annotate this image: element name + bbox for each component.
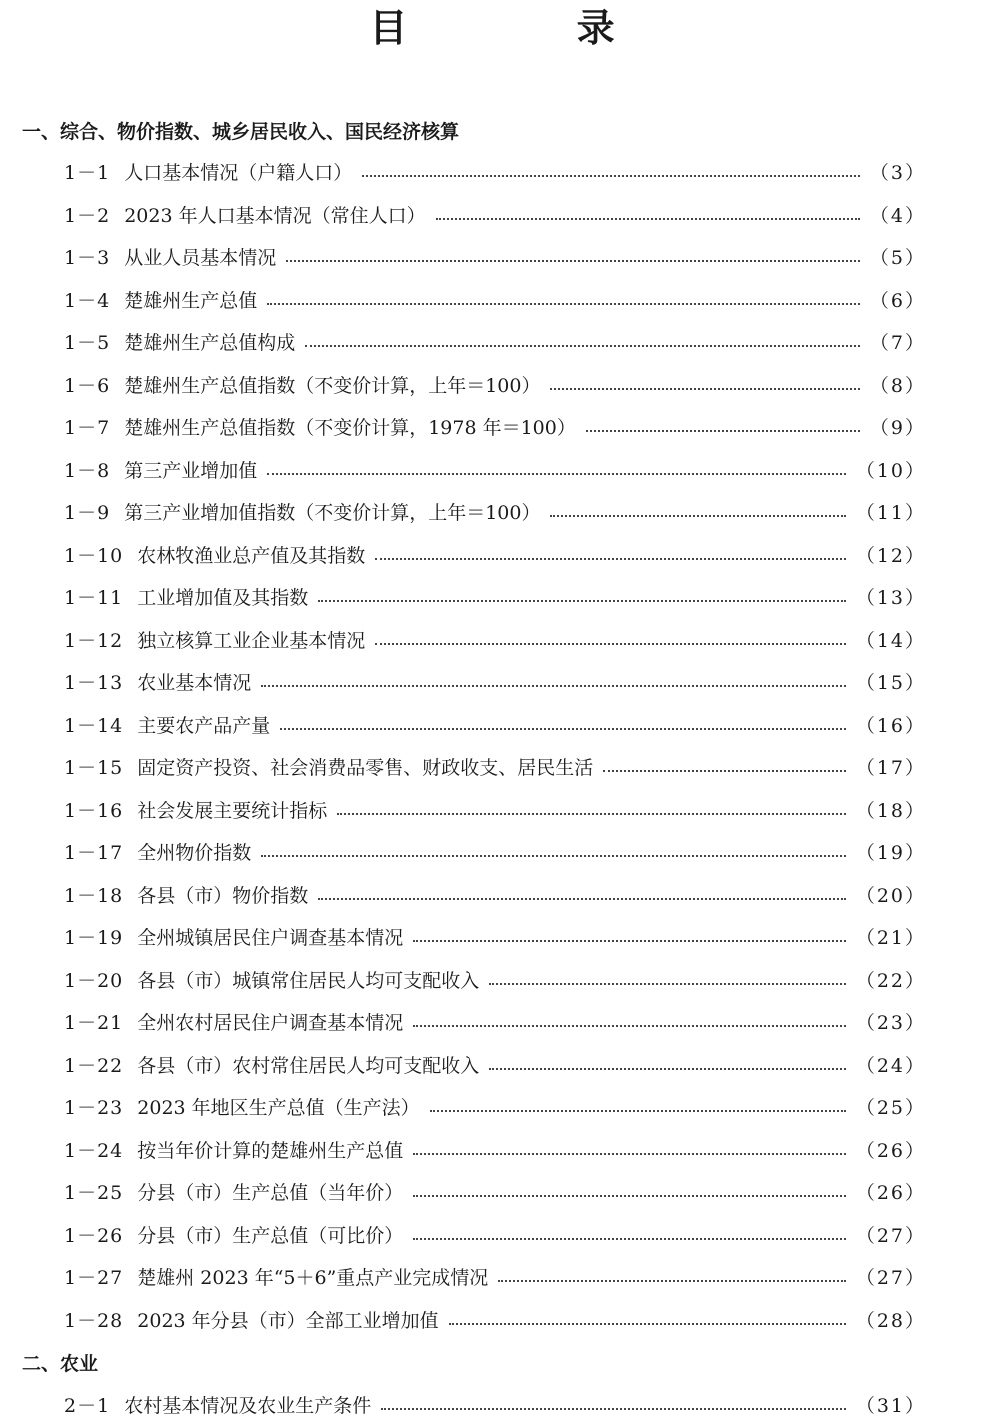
dot-leader [318, 898, 846, 900]
entry-code: 1－8 [64, 460, 111, 482]
entry-page: （26） [855, 1182, 926, 1204]
toc-entry[interactable] [64, 1053, 926, 1079]
entry-code: 1－11 [64, 587, 124, 609]
section-heading-2: 二、农业 [22, 1353, 99, 1375]
entry-title: 独立核算工业企业基本情况 [137, 630, 366, 652]
entry-title: 社会发展主要统计指标 [137, 800, 328, 822]
entry-page: （10） [855, 460, 926, 482]
entry-title: 全州农村居民住户调查基本情况 [137, 1012, 404, 1034]
toc-entry[interactable] [64, 330, 926, 356]
entry-code: 1－21 [64, 1012, 124, 1034]
dot-leader [286, 260, 860, 262]
toc-entry[interactable] [64, 458, 926, 484]
entry-code: 1－18 [64, 885, 124, 907]
entry-code: 1－3 [64, 247, 111, 269]
toc-entry[interactable] [64, 500, 926, 526]
dot-leader [413, 1153, 846, 1155]
entry-page: （26） [855, 1140, 926, 1162]
entry-title: 分县（市）生产总值（可比价） [137, 1225, 404, 1247]
toc-entry[interactable] [64, 713, 926, 739]
entry-title: 农业基本情况 [137, 672, 252, 694]
entry-code: 2－1 [64, 1395, 111, 1417]
entry-code: 1－24 [64, 1140, 124, 1162]
toc-entry[interactable] [64, 968, 926, 994]
entry-page: （14） [855, 630, 926, 652]
entry-title: 按当年价计算的楚雄州生产总值 [137, 1140, 404, 1162]
entry-code: 1－22 [64, 1055, 124, 1077]
entry-code: 1－4 [64, 290, 111, 312]
entry-code: 1－19 [64, 927, 124, 949]
toc-entry[interactable] [64, 245, 926, 271]
entry-page: （4） [869, 205, 926, 227]
entry-page: （7） [869, 332, 926, 354]
entry-code: 1－14 [64, 715, 124, 737]
entry-title: 楚雄州生产总值指数（不变价计算，1978 年＝100） [124, 417, 576, 439]
entry-code: 1－27 [64, 1267, 124, 1289]
dot-leader [267, 473, 846, 475]
dot-leader [375, 643, 846, 645]
entry-code: 1－5 [64, 332, 111, 354]
dot-leader [261, 855, 846, 857]
dot-leader [413, 1195, 846, 1197]
entry-code: 1－17 [64, 842, 124, 864]
dot-leader [337, 813, 846, 815]
dot-leader [586, 430, 860, 432]
dot-leader [603, 770, 846, 772]
entry-page: （24） [855, 1055, 926, 1077]
dot-leader [498, 1280, 846, 1282]
dot-leader [375, 558, 846, 560]
toc-entry[interactable] [64, 1223, 926, 1249]
dot-leader [436, 218, 860, 220]
dot-leader [261, 685, 846, 687]
entry-page: （21） [855, 927, 926, 949]
entry-code: 1－26 [64, 1225, 124, 1247]
entry-page: （13） [855, 587, 926, 609]
entry-title: 各县（市）农村常住居民人均可支配收入 [137, 1055, 480, 1077]
entry-title: 楚雄州生产总值 [124, 290, 258, 312]
entry-page: （6） [869, 290, 926, 312]
entry-code: 1－25 [64, 1182, 124, 1204]
entry-code: 1－28 [64, 1310, 124, 1332]
entry-code: 1－15 [64, 757, 124, 779]
entry-title: 人口基本情况（户籍人口） [124, 162, 353, 184]
dot-leader [362, 175, 860, 177]
entry-title: 农村基本情况及农业生产条件 [124, 1395, 372, 1417]
toc-entry[interactable] [64, 755, 926, 781]
toc-entry[interactable] [64, 1393, 926, 1419]
dot-leader [305, 345, 860, 347]
entry-title: 农林牧渔业总产值及其指数 [137, 545, 366, 567]
entry-title: 固定资产投资、社会消费品零售、财政收支、居民生活 [137, 757, 594, 779]
section-heading-1: 一、综合、物价指数、城乡居民收入、国民经济核算 [22, 121, 460, 143]
entry-title: 楚雄州 2023 年“5＋6”重点产业完成情况 [137, 1267, 489, 1289]
entry-title: 第三产业增加值 [124, 460, 258, 482]
dot-leader [550, 515, 845, 517]
dot-leader [413, 940, 846, 942]
entry-code: 1－12 [64, 630, 124, 652]
toc-entry[interactable] [64, 415, 926, 441]
entry-code: 1－16 [64, 800, 124, 822]
entry-title: 楚雄州生产总值指数（不变价计算，上年＝100） [124, 375, 541, 397]
entry-title: 2023 年人口基本情况（常住人口） [124, 205, 426, 227]
toc-entry[interactable] [64, 628, 926, 654]
toc-entry[interactable] [64, 883, 926, 909]
entry-code: 1－7 [64, 417, 111, 439]
dot-leader [413, 1025, 846, 1027]
dot-leader [318, 600, 846, 602]
entry-title: 第三产业增加值指数（不变价计算，上年＝100） [124, 502, 541, 524]
toc-entry[interactable] [64, 1180, 926, 1206]
dot-leader [449, 1323, 846, 1325]
toc-entry[interactable] [64, 543, 926, 569]
entry-page: （15） [855, 672, 926, 694]
entry-code: 1－13 [64, 672, 124, 694]
entry-page: （19） [855, 842, 926, 864]
entry-page: （18） [855, 800, 926, 822]
entry-code: 1－1 [64, 162, 111, 184]
toc-entry[interactable] [64, 1308, 926, 1334]
dot-leader [489, 983, 846, 985]
entry-code: 1－10 [64, 545, 124, 567]
entry-code: 1－9 [64, 502, 111, 524]
entry-title: 2023 年分县（市）全部工业增加值 [137, 1310, 439, 1332]
entry-page: （31） [855, 1395, 926, 1417]
entry-page: （27） [855, 1225, 926, 1247]
entry-code: 1－20 [64, 970, 124, 992]
toc-entry[interactable] [64, 925, 926, 951]
toc-entry[interactable] [64, 585, 926, 611]
entry-page: （5） [869, 247, 926, 269]
entry-page: （23） [855, 1012, 926, 1034]
dot-leader [430, 1110, 846, 1112]
entry-title: 工业增加值及其指数 [137, 587, 309, 609]
dot-leader [413, 1238, 846, 1240]
entry-code: 1－23 [64, 1097, 124, 1119]
entry-page: （27） [855, 1267, 926, 1289]
toc-entry[interactable] [64, 1265, 926, 1291]
entry-page: （8） [869, 375, 926, 397]
entry-page: （22） [855, 970, 926, 992]
dot-leader [489, 1068, 846, 1070]
dot-leader [381, 1408, 846, 1410]
entry-title: 各县（市）城镇常住居民人均可支配收入 [137, 970, 480, 992]
entry-title: 从业人员基本情况 [124, 247, 277, 269]
toc-entry[interactable] [64, 798, 926, 824]
entry-page: （20） [855, 885, 926, 907]
entry-title: 全州城镇居民住户调查基本情况 [137, 927, 404, 949]
entry-title: 楚雄州生产总值构成 [124, 332, 296, 354]
toc-entry[interactable] [64, 670, 926, 696]
entry-page: （25） [855, 1097, 926, 1119]
entry-page: （17） [855, 757, 926, 779]
entry-code: 1－6 [64, 375, 111, 397]
toc-entry[interactable] [64, 288, 926, 314]
entry-code: 1－2 [64, 205, 111, 227]
entry-page: （16） [855, 715, 926, 737]
entry-title: 全州物价指数 [137, 842, 252, 864]
entry-title: 各县（市）物价指数 [137, 885, 309, 907]
toc-entry[interactable] [64, 203, 926, 229]
entry-title: 2023 年地区生产总值（生产法） [137, 1097, 420, 1119]
dot-leader [267, 303, 860, 305]
entry-page: （28） [855, 1310, 926, 1332]
entry-page: （3） [869, 162, 926, 184]
dot-leader [280, 728, 846, 730]
toc-entry[interactable] [64, 160, 926, 186]
toc-entry[interactable] [64, 840, 926, 866]
entry-title: 主要农产品产量 [137, 715, 271, 737]
toc-entry[interactable] [64, 1010, 926, 1036]
page-title: 目 录 [369, 5, 693, 50]
entry-page: （11） [855, 502, 926, 524]
dot-leader [550, 388, 859, 390]
toc-entry[interactable] [64, 1095, 926, 1121]
entry-page: （9） [869, 417, 926, 439]
toc-entry[interactable] [64, 373, 926, 399]
entry-title: 分县（市）生产总值（当年价） [137, 1182, 404, 1204]
entry-page: （12） [855, 545, 926, 567]
toc-entry[interactable] [64, 1138, 926, 1164]
